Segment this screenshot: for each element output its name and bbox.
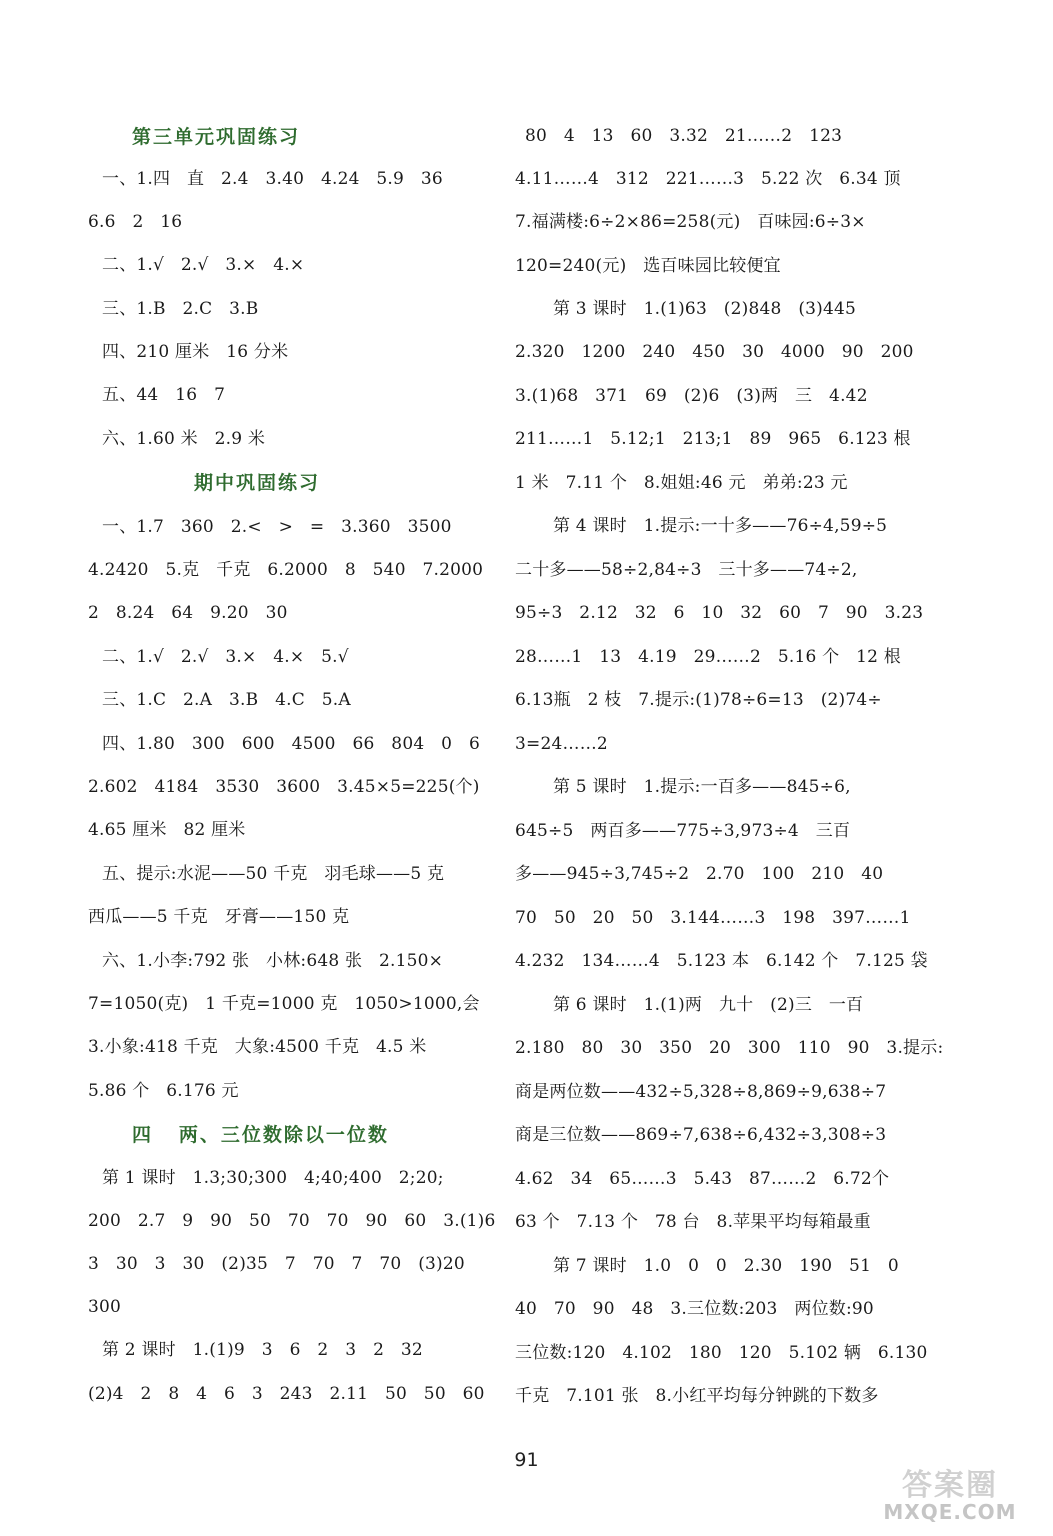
left-answer-line: (2)4 2 8 4 6 3 243 2.11 50 50 60 [88,1384,485,1404]
left-answer-line: 第 1 课时 1.3;30;300 4;40;400 2;20; [102,1168,444,1188]
right-answer-line: 4.62 34 65……3 5.43 87……2 6.72个 [515,1169,890,1189]
left-answer-line: 六、1.小李:792 张 小林:648 张 2.150× [102,951,444,971]
watermark-logo [865,1460,1035,1524]
left-answer-line: 2.602 4184 3530 3600 3.45×5=225(个) [88,777,480,797]
right-answer-line: 第 7 课时 1.0 0 0 2.30 190 51 0 [553,1256,899,1276]
left-answer-line: 四、210 厘米 16 分米 [102,342,289,362]
left-answer-line: 五、44 16 7 [102,385,226,405]
left-answer-line: 3 30 3 30 (2)35 7 70 7 70 (3)20 [88,1254,465,1274]
left-answer-line: 四、1.80 300 600 4500 66 804 0 6 [102,734,481,754]
watermark-glyphs: 答案圈 [902,1468,998,1503]
right-answer-line: 70 50 20 50 3.144……3 198 397……1 [515,908,911,928]
left-answer-line: 二、1.√ 2.√ 3.× 4.× [102,255,305,275]
right-answer-line: 211……1 5.12;1 213;1 89 965 6.123 根 [515,429,911,449]
right-answer-line: 商是三位数——869÷7,638÷6,432÷3,308÷3 [515,1125,887,1145]
right-answer-line: 2.180 80 30 350 20 300 110 90 3.提示: [515,1038,944,1058]
right-answer-line: 第 6 课时 1.(1)两 九十 (2)三 一百 [553,995,864,1015]
left-answer-line: 2 8.24 64 9.20 30 [88,603,288,623]
right-answer-line: 80 4 13 60 3.32 21……2 123 [525,126,843,146]
right-answer-line: 95÷3 2.12 32 6 10 32 60 7 90 3.23 [515,603,924,623]
left-answer-line: 300 [88,1297,122,1317]
right-answer-line: 二十多——58÷2,84÷3 三十多——74÷2, [515,560,858,580]
left-answer-line: 7=1050(克) 1 千克=1000 克 1050>1000,会 [88,994,480,1014]
left-answer-line: 3.小象:418 千克 大象:4500 千克 4.5 米 [88,1037,427,1057]
left-answer-line: 4.65 厘米 82 厘米 [88,820,246,840]
left-section-heading: 四 两、三位数除以一位数 [132,1124,389,1146]
left-answer-line: 三、1.B 2.C 3.B [102,299,259,319]
right-answer-line: 2.320 1200 240 450 30 4000 90 200 [515,342,914,362]
right-answer-line: 多——945÷3,745÷2 2.70 100 210 40 [515,864,884,884]
right-answer-line: 第 5 课时 1.提示:一百多——845÷6, [553,777,851,797]
right-answer-line: 63 个 7.13 个 78 台 8.苹果平均每箱最重 [515,1212,871,1232]
page-number: 91 [514,1449,539,1471]
watermark-url: MXQE.COM [883,1500,1017,1524]
right-answer-line: 千克 7.101 张 8.小红平均每分钟跳的下数多 [515,1386,879,1406]
right-answer-line: 40 70 90 48 3.三位数:203 两位数:90 [515,1299,874,1319]
right-answer-line: 6.13瓶 2 枝 7.提示:(1)78÷6=13 (2)74÷ [515,690,882,710]
right-answer-line: 第 4 课时 1.提示:一十多——76÷4,59÷5 [553,516,888,536]
right-answer-line: 商是两位数——432÷5,328÷8,869÷9,638÷7 [515,1082,887,1102]
left-answer-line: 5.86 个 6.176 元 [88,1081,239,1101]
right-answer-line: 7.福满楼:6÷2×86=258(元) 百味园:6÷3× [515,212,866,232]
right-answer-line: 3=24……2 [515,734,608,754]
left-section-heading: 期中巩固练习 [194,472,321,494]
right-answer-line: 4.11……4 312 221……3 5.22 次 6.34 顶 [515,169,901,189]
right-answer-line: 三位数:120 4.102 180 120 5.102 辆 6.130 [515,1343,928,1363]
left-answer-line: 二、1.√ 2.√ 3.× 4.× 5.√ [102,647,349,667]
right-answer-line: 28……1 13 4.19 29……2 5.16 个 12 根 [515,647,901,667]
right-answer-line: 120=240(元) 选百味园比较便宜 [515,256,781,276]
left-answer-line: 一、1.四 直 2.4 3.40 4.24 5.9 36 [102,169,443,189]
left-answer-line: 一、1.7 360 2.< > = 3.360 3500 [102,517,452,537]
left-section-heading: 第三单元巩固练习 [132,126,301,148]
left-answer-line: 6.6 2 16 [88,212,183,232]
right-answer-line: 1 米 7.11 个 8.姐姐:46 元 弟弟:23 元 [515,473,848,493]
left-answer-line: 三、1.C 2.A 3.B 4.C 5.A [102,690,351,710]
left-answer-line: 西瓜——5 千克 牙膏——150 克 [88,907,350,927]
right-answer-line: 第 3 课时 1.(1)63 (2)848 (3)445 [553,299,857,319]
left-answer-line: 六、1.60 米 2.9 米 [102,429,266,449]
left-answer-line: 200 2.7 9 90 50 70 70 90 60 3.(1)6 [88,1211,496,1231]
left-answer-line: 第 2 课时 1.(1)9 3 6 2 3 2 32 [102,1340,423,1360]
right-answer-line: 3.(1)68 371 69 (2)6 (3)两 三 4.42 [515,386,868,406]
left-answer-line: 4.2420 5.克 千克 6.2000 8 540 7.2000 [88,560,484,580]
right-answer-line: 4.232 134……4 5.123 本 6.142 个 7.125 袋 [515,951,928,971]
left-answer-line: 五、提示:水泥——50 千克 羽毛球——5 克 [102,864,445,884]
right-answer-line: 645÷5 两百多——775÷3,973÷4 三百 [515,821,851,841]
